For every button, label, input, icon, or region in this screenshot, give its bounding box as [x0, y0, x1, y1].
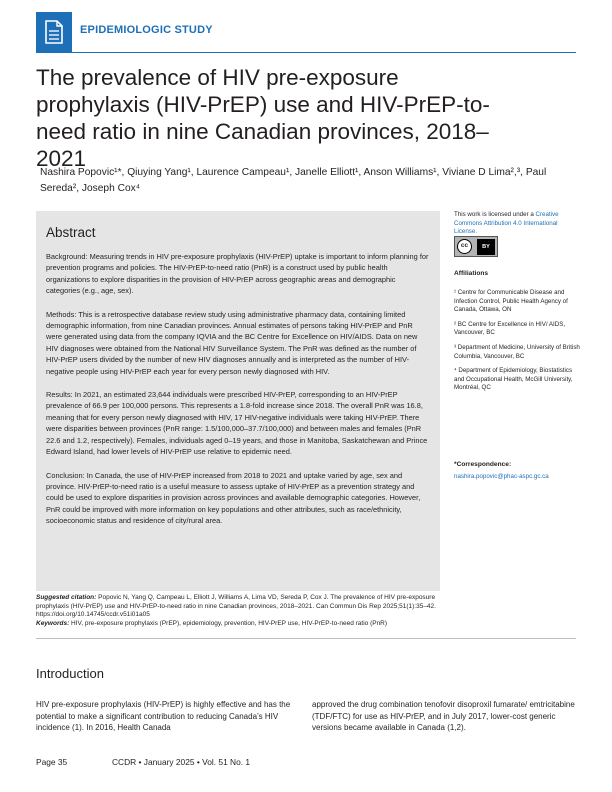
abstract-box: [36, 211, 440, 591]
methods-text: This is a retrospective database review study using administrative pharmacy data, containing limited demographic information, from nine Canadian provinces. Annual estimates of persons taking HIV-PrEP and PnR were generated using data from the company IQVIA and the BC Centre for Excellence on HIV/AIDS. Data on new HIV diagnoses were obtained from the National HIV Surveillance System. The PnR was defined as the number of HIV-PrEP users divided by the number of new HIV diagnoses annually and is interpreted as the number of HIV-negative people using HIV-PrEP each year for every person newly diagnosed with HIV.: [46, 309, 418, 376]
by-icon: BY: [477, 239, 495, 255]
abstract-methods: [46, 309, 430, 377]
abstract-heading: Abstract: [46, 225, 96, 240]
correspondence-heading: *Correspondence:: [454, 461, 512, 468]
background-label: Background:: [46, 252, 88, 261]
results-label: Results:: [46, 390, 73, 400]
affiliations-heading: Affiliations: [454, 270, 489, 277]
article-title: The prevalence of HIV pre-exposure prophylaxis (HIV-PrEP) use and HIV-PrEP-to-need ratio in nine Canadian provinces, 2018–2021: [36, 65, 490, 171]
author-list: Nashira Popovic¹*, Qiuying Yang¹, Laurence Campeau¹, Janelle Elliott¹, Anson Williams¹, Viviane D Lima²,³, Paul Sereda², Joseph Cox⁴: [40, 167, 547, 194]
journal-info: CCDR • January 2025 • Vol. 51 No. 1: [112, 757, 251, 767]
license-notice: [454, 211, 582, 237]
abstract-conclusion: [46, 470, 430, 527]
section-label: EPIDEMIOLOGIC STUDY: [80, 24, 213, 36]
license-link[interactable]: Creative Commons Attribution 4.0 International License.: [454, 211, 559, 236]
citation-label: Suggested citation:: [36, 594, 97, 601]
conclusion-text: In Canada, the use of HIV-PrEP increased from 2018 to 2021 and uptake varied by age, sex and province. HIV-PrEP-to-need ratio is a useful measure to assess uptake of HIV-PrEP as a prevention strategy and could be used to explore disparities in provision across provinces and available demographic categories. However, PnR could be improved with more information on key populations and other attributes, such as race/ethnicity, socioeconomic status and residence of city/rural area.: [46, 470, 421, 526]
affiliation-item: ³ Department of Medicine, University of British Columbia, Vancouver, BC: [454, 343, 580, 360]
intro-column-1: HIV pre-exposure prophylaxis (HIV-PrEP) is highly effective and has the potential to make a significant contribution to reducing Canada’s HIV incidence (1). In 2016, Health Canada: [36, 700, 291, 733]
keywords-label: Keywords:: [36, 620, 70, 628]
results-text: In 2021, an estimated 23,644 individuals were prescribed HIV-PrEP, corresponding to an HIV-PrEP prevalence of 66.9 per 100,000 persons. This represents a 1.8-fold increase since 2018. The overall PnR was 16.8, meaning that for every person newly diagnosed with HIV, 17 HIV-negative individuals were taking HIV-PrEP. There were disparities between provinces (PnR range: 1.5/100,000–37.7/100,000) and between males and females (PnR 22.6 and 1.2, respectively). Females, individuals aged 0–19 years, and those in Manitoba, Saskatchewan and Prince Edward Island, had lower levels of HIV-PrEP use relative to epidemic need.: [46, 390, 428, 457]
conclusion-label: Conclusion:: [46, 470, 85, 480]
affiliation-item: ² BC Centre for Excellence in HIV/ AIDS, Vancouver, BC: [454, 320, 566, 337]
introduction-heading: Introduction: [36, 666, 104, 681]
license-prefix: This work is licensed under a: [454, 211, 534, 218]
affiliation-item: ¹ Centre for Communicable Disease and Infection Control, Public Health Agency of Canada, Ottawa, ON: [454, 289, 568, 314]
page-number: Page 35: [36, 757, 68, 767]
abstract-results: [46, 389, 430, 457]
section-divider: [36, 638, 576, 639]
header-divider: [36, 52, 576, 53]
keywords-text: HIV, pre-exposure prophylaxis (PrEP), epidemiology, prevention, HIV-PrEP use, HIV-PrEP-to-need ratio (PnR): [71, 620, 388, 628]
cc-by-badge[interactable]: [454, 236, 498, 257]
abstract-background: [46, 251, 430, 297]
methods-label: Methods:: [46, 309, 77, 319]
correspondence-email[interactable]: nashira.popovic@phac-aspc.gc.ca: [454, 473, 549, 480]
intro-column-2: approved the drug combination tenofovir disoproxil fumarate/ emtricitabine (TDF/FTC) for use as HIV-PrEP, and in July 2017, lower-cost generic versions became available in Canada (1,2).: [312, 700, 575, 733]
cc-icon: cc: [457, 239, 472, 254]
citation-text: Popovic N, Yang Q, Campeau L, Elliott J, Williams A, Lima VD, Sereda P, Cox J. The prevalence of HIV pre-exposure prophylaxis (HIV-PrEP) use and HIV-PrEP-to-need ratio in nine Canadian provinces, 2018–2021. Can Commun Dis Rep 2025;51(1):35–42. https://doi.org/10.14745/ccdr.v51i01a05: [36, 594, 436, 619]
background-text: Measuring trends in HIV pre-exposure prophylaxis (HIV-PrEP) uptake is important to inform planning for prevention programs and policies. The HIV-PrEP-to-need ratio (PnR) is a construct used by public health organizations to explore disparities in the provision of HIV-PrEP across geographic areas and demographic categories (e.g., age, sex).: [46, 252, 429, 296]
document-icon: [36, 12, 72, 52]
affiliation-item: ⁴ Department of Epidemiology, Biostatistics and Occupational Health, McGill University, Montréal, QC: [454, 367, 573, 392]
suggested-citation: [36, 594, 436, 629]
affiliations-list: [454, 289, 582, 399]
